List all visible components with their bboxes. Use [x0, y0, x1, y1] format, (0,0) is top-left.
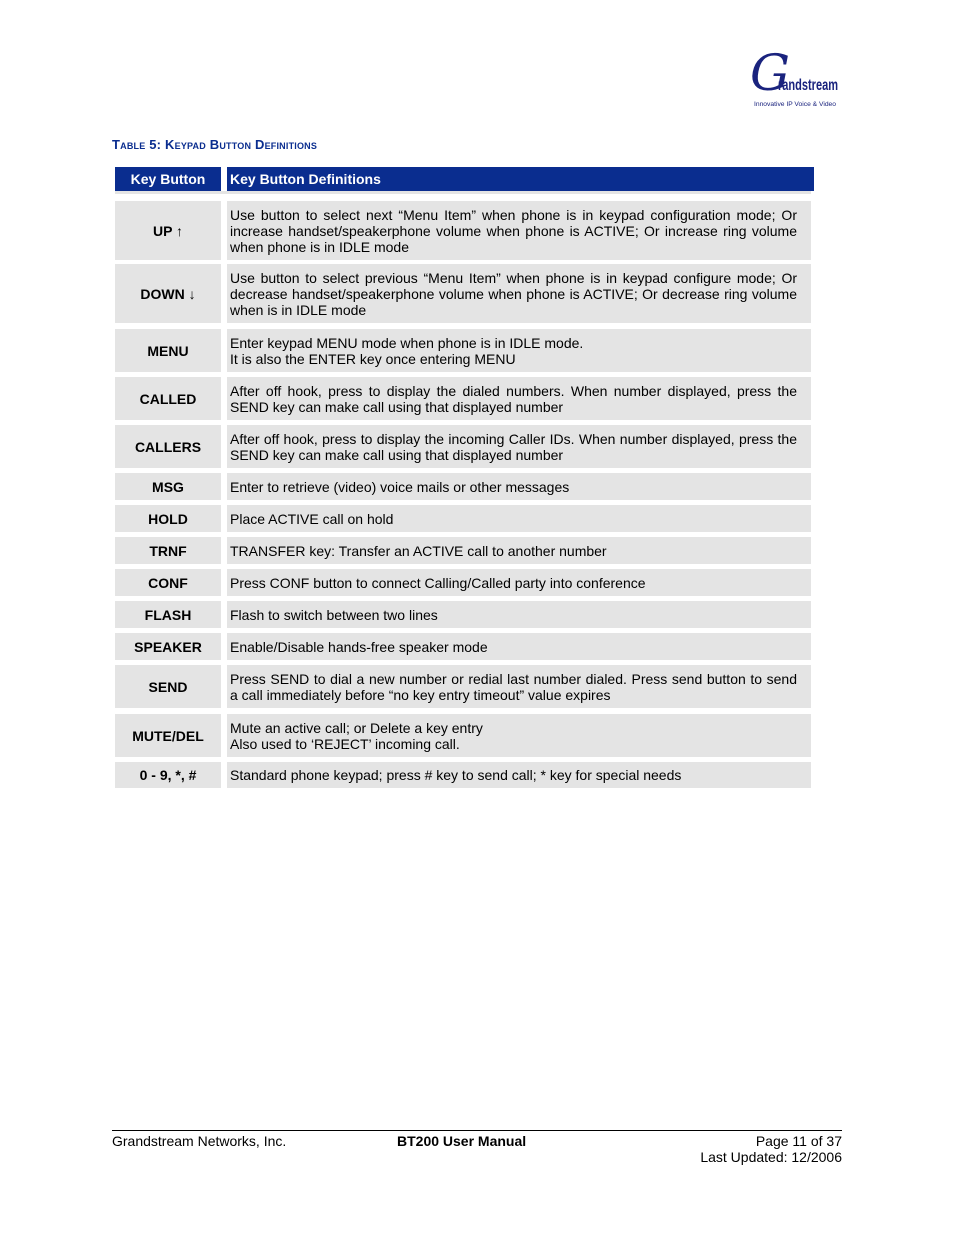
svg-text:G: G	[750, 44, 790, 102]
svg-text:Innovative IP Voice & Video: Innovative IP Voice & Video	[754, 101, 837, 108]
footer-last-updated: Last Updated: 12/2006	[700, 1149, 842, 1165]
table-row	[115, 201, 814, 260]
definition-text: Press SEND to dial a new number or redial last number dialed. Press send button to send a call immediately before “no key entry timeout” value expires	[230, 670, 797, 703]
definition-text: Standard phone keypad; press # key to send call; * key for special needs	[230, 767, 682, 783]
footer-page-info	[700, 1133, 842, 1165]
definition-text: Enter keypad MENU mode when phone is in IDLE mode. It is also the ENTER key once entering MENU	[230, 334, 584, 367]
key-definition-cell	[227, 201, 811, 260]
key-button-cell: CALLERS	[115, 425, 221, 468]
definition-text: Place ACTIVE call on hold	[230, 510, 394, 527]
key-button-cell: TRNF	[115, 537, 221, 564]
key-definition-cell	[227, 714, 811, 757]
key-definition-cell	[227, 264, 811, 323]
table-row	[115, 473, 814, 500]
key-definition-cell	[227, 377, 811, 420]
definition-text: TRANSFER key: Transfer an ACTIVE call to another number	[230, 542, 607, 559]
header-key-definitions: Key Button Definitions	[227, 167, 814, 191]
key-definition-cell	[227, 425, 811, 468]
header-key-button: Key Button	[115, 167, 221, 191]
grandstream-logo	[748, 44, 842, 110]
key-definition-cell	[227, 569, 811, 596]
table-row	[115, 714, 814, 757]
key-button-cell: CONF	[115, 569, 221, 596]
definition-text: Enable/Disable hands-free speaker mode	[230, 638, 488, 655]
table-row	[115, 377, 814, 420]
footer-divider	[112, 1130, 842, 1131]
footer-page-number: Page 11 of 37	[755, 1133, 842, 1149]
table-row	[115, 505, 814, 532]
key-button-cell: 0 - 9, *, #	[115, 762, 221, 788]
table-caption: Table 5: Keypad Button Definitions	[112, 137, 318, 152]
key-button-cell: FLASH	[115, 601, 221, 628]
key-button-cell: DOWN ↓	[115, 264, 221, 323]
key-button-cell: MENU	[115, 329, 221, 372]
definition-text: Enter to retrieve (video) voice mails or other messages	[230, 478, 570, 495]
table-header	[115, 167, 814, 191]
footer-manual-title: BT200 User Manual	[397, 1133, 527, 1149]
table-row	[115, 762, 814, 788]
definition-text: Use button to select next “Menu Item” when phone is in keypad configuration mode; Or increase handset/speakerphone volume when phone is ACTIVE; Or increase ring volume when phone is in IDLE mode	[230, 206, 797, 255]
key-button-cell: HOLD	[115, 505, 221, 532]
footer-company: Grandstream Networks, Inc.	[112, 1133, 287, 1149]
table-row	[115, 665, 814, 708]
definition-text: After off hook, press to display the dialed numbers. When number displayed, press the SEND key can make call using that displayed number	[230, 382, 797, 415]
key-button-cell: SPEAKER	[115, 633, 221, 660]
key-button-cell: SEND	[115, 665, 221, 708]
key-button-cell: MUTE/DEL	[115, 714, 221, 757]
definition-text: Use button to select previous “Menu Item” when phone is in keypad configure mode; Or decrease handset/speakerphone volume when phone is ACTIVE; Or decrease ring volume when is in IDLE mode	[230, 269, 797, 318]
key-button-cell: MSG	[115, 473, 221, 500]
svg-text:randstream: randstream	[778, 77, 838, 94]
table-row	[115, 633, 814, 660]
table-row	[115, 425, 814, 468]
table-row	[115, 601, 814, 628]
key-definition-cell	[227, 665, 811, 708]
key-definition-cell	[227, 473, 811, 500]
table-row	[115, 569, 814, 596]
key-definition-cell	[227, 633, 811, 660]
key-definition-cell	[227, 505, 811, 532]
table-row	[115, 329, 814, 372]
table-row	[115, 264, 814, 323]
definition-text: Mute an active call; or Delete a key entry Also used to ‘REJECT’ incoming call.	[230, 719, 483, 752]
table-row	[115, 537, 814, 564]
key-button-cell: CALLED	[115, 377, 221, 420]
key-definition-cell	[227, 537, 811, 564]
definition-text: Flash to switch between two lines	[230, 606, 438, 623]
header-divider	[115, 191, 811, 194]
definition-text: Press CONF button to connect Calling/Called party into conference	[230, 574, 646, 591]
key-definition-cell	[227, 329, 811, 372]
definition-text: After off hook, press to display the incoming Caller IDs. When number displayed, press the SEND key can make call using that displayed number	[230, 430, 797, 463]
key-definition-cell	[227, 762, 811, 788]
key-button-cell: UP ↑	[115, 201, 221, 260]
key-definition-cell	[227, 601, 811, 628]
